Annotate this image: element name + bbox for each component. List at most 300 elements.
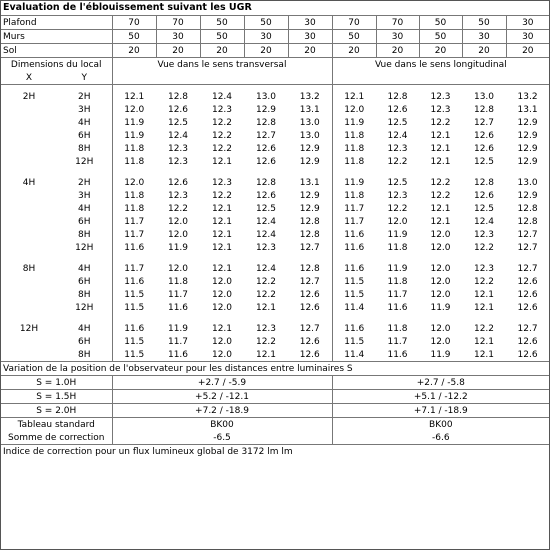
x-dimension	[1, 215, 57, 228]
ugr-value-transversal: 12.8	[299, 216, 320, 227]
data-row	[1, 129, 549, 142]
spacer	[332, 168, 549, 176]
reflectance-value: 20	[376, 44, 419, 58]
ugr-value-longitudinal: 12.3	[430, 91, 451, 102]
ugr-value-longitudinal: 12.7	[517, 263, 538, 274]
ugr-value-transversal: 11.8	[112, 155, 156, 168]
variation-label: S = 1.5H	[1, 390, 112, 404]
reflectance-label: Sol	[1, 44, 112, 58]
ugr-value-transversal: 11.5	[112, 301, 156, 314]
reflectance-value: 70	[376, 16, 419, 30]
spacer	[1, 314, 112, 322]
ugr-value-longitudinal: 11.4	[332, 301, 376, 314]
ugr-value-transversal: 12.4	[255, 229, 277, 240]
ugr-value-transversal: 12.1	[211, 156, 233, 167]
x-dimension	[1, 155, 57, 168]
ugr-value-longitudinal: 11.8	[332, 155, 376, 168]
ugr-value-transversal: 12.2	[167, 203, 189, 214]
ugr-value-longitudinal: 12.2	[473, 323, 495, 334]
ugr-value-longitudinal: 12.8	[517, 203, 538, 214]
page-title: Evaluation de l'éblouissement suivant les UGR	[1, 1, 549, 16]
variation-transversal: +5.2 / -12.1	[112, 390, 332, 404]
ugr-value-transversal: 11.8	[112, 202, 156, 215]
ugr-value-transversal: 11.8	[112, 189, 156, 202]
ugr-value-transversal: 12.0	[211, 276, 233, 287]
variation-longitudinal: +2.7 / -5.8	[332, 376, 549, 390]
ugr-value-longitudinal: 12.6	[517, 336, 538, 347]
y-dimension: 12H	[75, 242, 94, 253]
variation-row	[1, 376, 549, 390]
ugr-value-transversal: 11.8	[167, 276, 189, 287]
ugr-value-transversal: 12.4	[255, 263, 277, 274]
ugr-value-longitudinal: 12.0	[430, 289, 451, 300]
ugr-value-transversal: 13.1	[299, 177, 320, 188]
ugr-value-transversal: 13.0	[255, 91, 277, 102]
data-row	[1, 189, 549, 202]
ugr-value-longitudinal: 12.1	[473, 336, 495, 347]
ugr-value-longitudinal: 12.3	[430, 104, 451, 115]
ugr-value-transversal: 12.3	[167, 143, 189, 154]
data-row	[1, 176, 549, 189]
ugr-value-transversal: 12.6	[255, 190, 277, 201]
ugr-value-transversal: 11.7	[112, 262, 156, 275]
ugr-value-longitudinal: 12.2	[473, 242, 495, 253]
ugr-value-transversal: 12.1	[112, 90, 156, 103]
reflectance-label: Plafond	[1, 16, 112, 30]
ugr-value-transversal: 12.6	[299, 289, 320, 300]
ugr-value-longitudinal: 11.8	[332, 189, 376, 202]
ugr-value-longitudinal: 11.6	[332, 241, 376, 254]
ugr-value-longitudinal: 12.6	[473, 130, 495, 141]
ugr-value-longitudinal: 11.9	[387, 263, 408, 274]
ugr-value-transversal: 12.0	[112, 176, 156, 189]
ugr-value-longitudinal: 12.3	[387, 143, 408, 154]
x-dimension	[1, 189, 57, 202]
correction-transversal: -6.5	[112, 431, 332, 445]
ugr-value-longitudinal: 12.0	[387, 216, 408, 227]
ugr-value-transversal: 12.3	[211, 104, 233, 115]
y-dimension: 8H	[78, 349, 91, 360]
reflectance-value: 20	[506, 44, 549, 58]
ugr-value-transversal: 12.3	[211, 177, 233, 188]
data-row	[1, 142, 549, 155]
ugr-value-transversal: 13.1	[299, 104, 320, 115]
y-dimension: 8H	[78, 143, 91, 154]
ugr-value-longitudinal: 12.9	[517, 156, 538, 167]
ugr-value-longitudinal: 12.0	[430, 242, 451, 253]
ugr-value-longitudinal: 12.1	[430, 156, 451, 167]
standard-row	[1, 418, 549, 432]
ugr-value-transversal: 12.0	[112, 103, 156, 116]
xy-header-row	[1, 71, 549, 85]
ugr-value-transversal: 12.6	[255, 143, 277, 154]
ugr-value-longitudinal: 11.7	[332, 215, 376, 228]
ugr-value-transversal: 12.9	[299, 203, 320, 214]
ugr-value-transversal: 12.0	[211, 349, 233, 360]
correction-row	[1, 431, 549, 445]
ugr-value-longitudinal: 13.1	[517, 104, 538, 115]
reflectance-value: 20	[200, 44, 244, 58]
data-row	[1, 335, 549, 348]
ugr-value-transversal: 12.5	[167, 117, 189, 128]
reflectance-value: 20	[462, 44, 506, 58]
ugr-value-transversal: 12.1	[211, 323, 233, 334]
variation-title: Variation de la position de l'observateur pour les distances entre luminaires S	[1, 362, 549, 376]
ugr-value-transversal: 12.4	[211, 91, 233, 102]
ugr-value-transversal: 11.9	[112, 129, 156, 142]
ugr-value-longitudinal: 12.0	[430, 323, 451, 334]
variation-title-row	[1, 362, 549, 376]
x-dimension	[1, 288, 57, 301]
ugr-value-longitudinal: 12.2	[473, 276, 495, 287]
ugr-value-longitudinal: 12.6	[517, 289, 538, 300]
ugr-value-longitudinal: 12.6	[517, 349, 538, 360]
ugr-value-longitudinal: 11.6	[387, 302, 408, 313]
ugr-value-transversal: 12.1	[211, 203, 233, 214]
x-dimension	[1, 228, 57, 241]
ugr-value-longitudinal: 11.5	[332, 335, 376, 348]
spacer	[112, 168, 332, 176]
ugr-value-transversal: 12.7	[299, 323, 320, 334]
x-dimension	[1, 116, 57, 129]
variation-longitudinal: +7.1 / -18.9	[332, 404, 549, 418]
reflectance-value: 20	[156, 44, 200, 58]
y-dimension: 6H	[78, 336, 91, 347]
ugr-value-longitudinal: 12.9	[517, 143, 538, 154]
ugr-value-longitudinal: 11.8	[387, 276, 408, 287]
correction-label: Somme de correction	[8, 432, 105, 443]
data-row	[1, 155, 549, 168]
ugr-value-longitudinal: 12.8	[387, 91, 408, 102]
y-label: Y	[57, 71, 112, 85]
ugr-value-longitudinal: 12.8	[473, 177, 495, 188]
ugr-value-transversal: 12.1	[211, 229, 233, 240]
reflectance-row	[1, 30, 549, 44]
reflectance-row	[1, 16, 549, 30]
ugr-value-transversal: 11.6	[167, 349, 189, 360]
ugr-value-transversal: 12.7	[299, 242, 320, 253]
y-dimension: 4H	[78, 117, 91, 128]
ugr-value-longitudinal: 11.7	[387, 336, 408, 347]
data-row	[1, 322, 549, 335]
title-row	[1, 1, 549, 16]
ugr-value-transversal: 11.6	[167, 302, 189, 313]
ugr-value-longitudinal: 12.2	[430, 177, 451, 188]
ugr-value-transversal: 12.1	[211, 216, 233, 227]
data-row	[1, 215, 549, 228]
ugr-value-longitudinal: 12.1	[473, 302, 495, 313]
ugr-value-transversal: 12.8	[255, 117, 277, 128]
reflectance-value: 30	[506, 30, 549, 44]
data-row	[1, 90, 549, 103]
ugr-value-longitudinal: 12.2	[430, 117, 451, 128]
reflectance-value: 50	[462, 16, 506, 30]
reflectance-value: 50	[112, 30, 156, 44]
reflectance-row	[1, 44, 549, 58]
y-dimension: 4H	[78, 263, 91, 274]
x-dimension	[1, 335, 57, 348]
y-dimension: 6H	[78, 130, 91, 141]
ugr-value-transversal: 11.9	[112, 116, 156, 129]
variation-transversal: +7.2 / -18.9	[112, 404, 332, 418]
reflectance-value: 50	[200, 30, 244, 44]
ugr-value-longitudinal: 12.5	[387, 177, 408, 188]
dims-label: Dimensions du local	[10, 59, 102, 70]
data-row	[1, 103, 549, 116]
ugr-value-longitudinal: 12.1	[430, 203, 451, 214]
ugr-value-transversal: 12.9	[255, 104, 277, 115]
ugr-value-transversal: 12.8	[167, 91, 189, 102]
ugr-value-longitudinal: 12.8	[473, 104, 495, 115]
data-row	[1, 288, 549, 301]
reflectance-value: 20	[244, 44, 288, 58]
ugr-value-longitudinal: 12.6	[473, 190, 495, 201]
y-dimension: 3H	[78, 104, 91, 115]
reflectance-value: 20	[419, 44, 462, 58]
data-row	[1, 241, 549, 254]
ugr-value-transversal: 12.3	[255, 323, 277, 334]
reflectance-value: 50	[200, 16, 244, 30]
ugr-value-longitudinal: 12.6	[387, 104, 408, 115]
ugr-value-longitudinal: 11.6	[332, 262, 376, 275]
ugr-value-longitudinal: 12.0	[430, 263, 451, 274]
x-dimension: 2H	[22, 91, 36, 102]
blank	[332, 71, 549, 85]
x-dimension	[1, 241, 57, 254]
ugr-value-longitudinal: 12.1	[430, 143, 451, 154]
ugr-value-transversal: 12.9	[299, 190, 320, 201]
ugr-value-transversal: 12.9	[299, 143, 320, 154]
ugr-value-transversal: 12.2	[211, 190, 233, 201]
footer-note: Indice de correction pour un flux lumineux global de 3172 lm lm	[1, 445, 549, 460]
ugr-value-longitudinal: 11.8	[387, 323, 408, 334]
ugr-value-longitudinal: 12.2	[387, 156, 408, 167]
group-spacer	[1, 314, 549, 322]
ugr-value-longitudinal: 11.6	[332, 322, 376, 335]
reflectance-value: 30	[156, 30, 200, 44]
ugr-value-longitudinal: 12.2	[387, 203, 408, 214]
ugr-value-longitudinal: 12.0	[430, 229, 451, 240]
ugr-value-transversal: 13.0	[299, 117, 320, 128]
ugr-value-longitudinal: 12.5	[473, 156, 495, 167]
spacer	[332, 314, 549, 322]
ugr-value-transversal: 12.2	[211, 130, 233, 141]
ugr-value-transversal: 12.3	[167, 190, 189, 201]
longitudinal-header: Vue dans le sens longitudinal	[332, 58, 549, 72]
ugr-value-longitudinal: 11.6	[332, 228, 376, 241]
ugr-table	[1, 1, 549, 459]
ugr-value-transversal: 11.7	[167, 289, 189, 300]
variation-label: S = 2.0H	[1, 404, 112, 418]
ugr-value-longitudinal: 12.7	[517, 323, 538, 334]
standard-longitudinal: BK00	[332, 418, 549, 432]
ugr-value-transversal: 11.8	[112, 142, 156, 155]
reflectance-label: Murs	[1, 30, 112, 44]
reflectance-value: 20	[332, 44, 376, 58]
ugr-value-transversal: 12.9	[299, 156, 320, 167]
ugr-value-longitudinal: 12.4	[387, 130, 408, 141]
ugr-value-longitudinal: 11.8	[332, 129, 376, 142]
spacer	[332, 254, 549, 262]
ugr-value-transversal: 12.6	[299, 336, 320, 347]
ugr-value-longitudinal: 11.9	[387, 229, 408, 240]
ugr-value-longitudinal: 12.1	[332, 90, 376, 103]
ugr-value-transversal: 12.0	[211, 336, 233, 347]
ugr-value-longitudinal: 11.9	[430, 302, 451, 313]
ugr-value-longitudinal: 11.9	[332, 116, 376, 129]
x-dimension	[1, 142, 57, 155]
ugr-value-transversal: 12.7	[255, 130, 277, 141]
y-dimension: 4H	[78, 203, 91, 214]
ugr-value-longitudinal: 12.6	[473, 143, 495, 154]
reflectance-value: 70	[112, 16, 156, 30]
spacer	[112, 314, 332, 322]
group-spacer	[1, 168, 549, 176]
x-dimension	[1, 129, 57, 142]
blank	[112, 71, 332, 85]
ugr-value-longitudinal: 11.5	[332, 275, 376, 288]
data-row	[1, 228, 549, 241]
y-dimension: 6H	[78, 276, 91, 287]
ugr-value-transversal: 12.6	[167, 104, 189, 115]
y-dimension: 4H	[78, 323, 91, 334]
ugr-value-longitudinal: 12.4	[473, 216, 495, 227]
ugr-value-transversal: 11.6	[112, 275, 156, 288]
y-dimension: 8H	[78, 289, 91, 300]
ugr-value-transversal: 12.0	[211, 302, 233, 313]
reflectance-value: 50	[332, 30, 376, 44]
ugr-value-longitudinal: 12.3	[473, 263, 495, 274]
ugr-value-transversal: 11.9	[167, 242, 189, 253]
ugr-value-longitudinal: 12.6	[517, 276, 538, 287]
reflectance-value: 70	[332, 16, 376, 30]
ugr-value-longitudinal: 11.9	[430, 349, 451, 360]
ugr-value-transversal: 12.8	[299, 263, 320, 274]
ugr-value-transversal: 11.7	[167, 336, 189, 347]
ugr-value-transversal: 11.6	[112, 322, 156, 335]
reflectance-value: 50	[419, 30, 462, 44]
ugr-value-transversal: 12.8	[255, 177, 277, 188]
variation-row	[1, 404, 549, 418]
ugr-value-transversal: 11.5	[112, 288, 156, 301]
ugr-value-transversal: 12.1	[255, 302, 277, 313]
data-row	[1, 301, 549, 314]
reflectance-value: 30	[506, 16, 549, 30]
ugr-value-transversal: 12.6	[299, 349, 320, 360]
data-row	[1, 275, 549, 288]
y-dimension: 12H	[75, 156, 94, 167]
dims-header-row	[1, 58, 549, 72]
standard-transversal: BK00	[112, 418, 332, 432]
ugr-value-transversal: 12.4	[167, 130, 189, 141]
data-row	[1, 116, 549, 129]
group-spacer	[1, 254, 549, 262]
ugr-value-longitudinal: 12.0	[430, 336, 451, 347]
x-label: X	[1, 71, 57, 85]
ugr-value-transversal: 12.2	[211, 117, 233, 128]
ugr-value-longitudinal: 12.8	[517, 216, 538, 227]
data-row	[1, 348, 549, 362]
ugr-value-longitudinal: 13.0	[517, 177, 538, 188]
reflectance-value: 20	[288, 44, 332, 58]
ugr-value-longitudinal: 11.4	[332, 348, 376, 362]
ugr-value-transversal: 12.6	[255, 156, 277, 167]
standard-label: Tableau standard	[17, 419, 95, 430]
x-dimension	[1, 202, 57, 215]
ugr-value-longitudinal: 12.5	[387, 117, 408, 128]
reflectance-value: 30	[288, 30, 332, 44]
variation-row	[1, 390, 549, 404]
ugr-value-transversal: 12.8	[299, 229, 320, 240]
ugr-value-longitudinal: 12.7	[517, 229, 538, 240]
reflectance-value: 70	[156, 16, 200, 30]
reflectance-value: 30	[376, 30, 419, 44]
transversal-header: Vue dans le sens transversal	[112, 58, 332, 72]
ugr-value-transversal: 12.0	[167, 216, 189, 227]
ugr-value-longitudinal: 12.9	[517, 117, 538, 128]
ugr-value-longitudinal: 12.1	[473, 349, 495, 360]
ugr-value-longitudinal: 12.1	[430, 216, 451, 227]
ugr-value-longitudinal: 13.0	[473, 91, 495, 102]
ugr-value-transversal: 13.2	[299, 91, 320, 102]
ugr-value-longitudinal: 12.3	[387, 190, 408, 201]
reflectance-value: 30	[244, 30, 288, 44]
ugr-value-longitudinal: 11.8	[387, 242, 408, 253]
reflectance-value: 30	[288, 16, 332, 30]
ugr-value-longitudinal: 11.7	[332, 202, 376, 215]
ugr-value-transversal: 12.0	[211, 289, 233, 300]
y-dimension: 12H	[75, 302, 94, 313]
ugr-value-transversal: 12.1	[211, 263, 233, 274]
ugr-value-longitudinal: 12.9	[517, 190, 538, 201]
ugr-value-longitudinal: 12.7	[517, 242, 538, 253]
ugr-value-longitudinal: 12.0	[430, 276, 451, 287]
data-row	[1, 262, 549, 275]
correction-longitudinal: -6.6	[332, 431, 549, 445]
ugr-value-longitudinal: 12.1	[430, 130, 451, 141]
footer-row	[1, 445, 549, 460]
ugr-value-transversal: 12.2	[255, 336, 277, 347]
ugr-value-transversal: 12.1	[255, 349, 277, 360]
y-dimension: 6H	[78, 216, 91, 227]
x-dimension	[1, 103, 57, 116]
ugr-value-longitudinal: 11.5	[332, 288, 376, 301]
ugr-value-longitudinal: 12.5	[473, 203, 495, 214]
ugr-value-transversal: 12.5	[255, 203, 277, 214]
ugr-value-transversal: 12.7	[299, 276, 320, 287]
ugr-value-longitudinal: 12.0	[332, 103, 376, 116]
ugr-value-transversal: 13.0	[299, 130, 320, 141]
ugr-value-transversal: 11.5	[112, 348, 156, 362]
spacer	[1, 254, 112, 262]
y-dimension: 8H	[78, 229, 91, 240]
x-dimension: 12H	[19, 323, 39, 334]
ugr-value-transversal: 12.6	[299, 302, 320, 313]
ugr-value-transversal: 12.3	[167, 156, 189, 167]
reflectance-value: 20	[112, 44, 156, 58]
x-dimension: 8H	[22, 263, 36, 274]
ugr-value-longitudinal: 11.7	[387, 289, 408, 300]
ugr-value-transversal: 11.6	[112, 241, 156, 254]
ugr-value-longitudinal: 12.7	[473, 117, 495, 128]
ugr-value-longitudinal: 13.2	[517, 91, 538, 102]
ugr-value-transversal: 12.2	[255, 276, 277, 287]
reflectance-value: 50	[419, 16, 462, 30]
x-dimension	[1, 301, 57, 314]
ugr-value-longitudinal: 11.8	[332, 142, 376, 155]
ugr-value-transversal: 12.3	[255, 242, 277, 253]
ugr-value-longitudinal: 12.6	[517, 302, 538, 313]
